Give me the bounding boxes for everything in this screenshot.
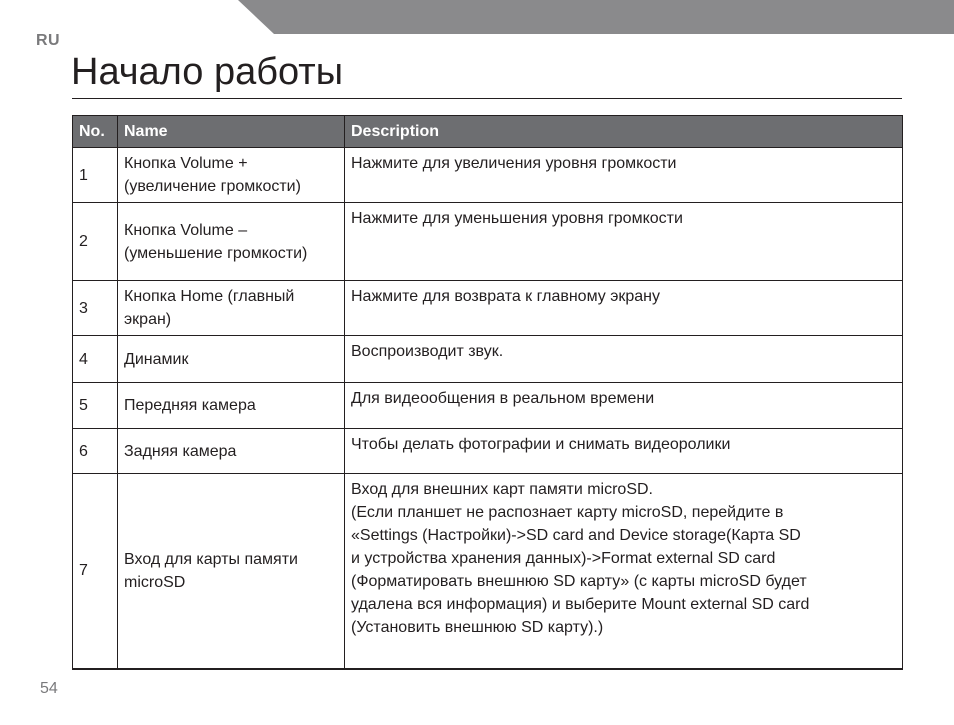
row-description: [345, 336, 903, 383]
description-line: Для видеообщения в реальном времени: [351, 390, 655, 407]
row-number: 7: [73, 474, 118, 669]
row-name: Вход для карты памяти microSD: [118, 474, 345, 669]
table-row: [73, 148, 903, 203]
row-number: 4: [73, 336, 118, 383]
table-row: [73, 281, 903, 336]
column-header-name: Name: [118, 116, 345, 148]
description-line: Нажмите для уменьшения уровня громкости: [351, 210, 683, 227]
column-header-description: Description: [345, 116, 903, 148]
description-line: (Форматировать внешнюю SD карту» (с карты microSD будет: [351, 573, 807, 590]
row-description: [345, 429, 903, 474]
page-number: 54: [40, 680, 58, 697]
table-header-row: [73, 116, 903, 148]
components-table: [72, 115, 903, 670]
row-name: Кнопка Volume – (уменьшение громкости): [118, 203, 345, 281]
top-decorative-band: [238, 0, 954, 34]
title-divider: [72, 98, 902, 99]
language-label: RU: [36, 32, 61, 49]
description-line: (Установить внешнюю SD карту).): [351, 619, 604, 636]
row-description: [345, 203, 903, 281]
column-header-no: No.: [73, 116, 118, 148]
description-line: и устройства хранения данных)->Format external SD card: [351, 550, 776, 567]
description-line: (Если планшет не распознает карту microSD, перейдите в: [351, 504, 784, 521]
row-number: 1: [73, 148, 118, 203]
description-line: Чтобы делать фотографии и снимать видеоролики: [351, 436, 731, 453]
table-row: [73, 336, 903, 383]
row-description: [345, 281, 903, 336]
table-row: [73, 383, 903, 429]
row-number: 6: [73, 429, 118, 474]
table-row: [73, 203, 903, 281]
row-name: Динамик: [118, 336, 345, 383]
row-description: [345, 383, 903, 429]
row-description: [345, 474, 903, 669]
page-title: Начало работы: [71, 51, 344, 93]
table-row: [73, 429, 903, 474]
row-description: [345, 148, 903, 203]
row-number: 5: [73, 383, 118, 429]
row-name: Передняя камера: [118, 383, 345, 429]
description-line: Нажмите для возврата к главному экрану: [351, 288, 660, 305]
row-number: 3: [73, 281, 118, 336]
table-row: [73, 474, 903, 669]
row-number: 2: [73, 203, 118, 281]
description-line: Нажмите для увеличения уровня громкости: [351, 155, 677, 172]
row-name: Кнопка Volume + (увеличение громкости): [118, 148, 345, 203]
description-line: Воспроизводит звук.: [351, 343, 504, 360]
row-name: Кнопка Home (главный экран): [118, 281, 345, 336]
row-name: Задняя камера: [118, 429, 345, 474]
description-line: «Settings (Настройки)->SD card and Device storage(Карта SD: [351, 527, 801, 544]
description-line: Вход для внешних карт памяти microSD.: [351, 481, 653, 498]
description-line: удалена вся информация) и выберите Mount external SD card: [351, 596, 810, 613]
